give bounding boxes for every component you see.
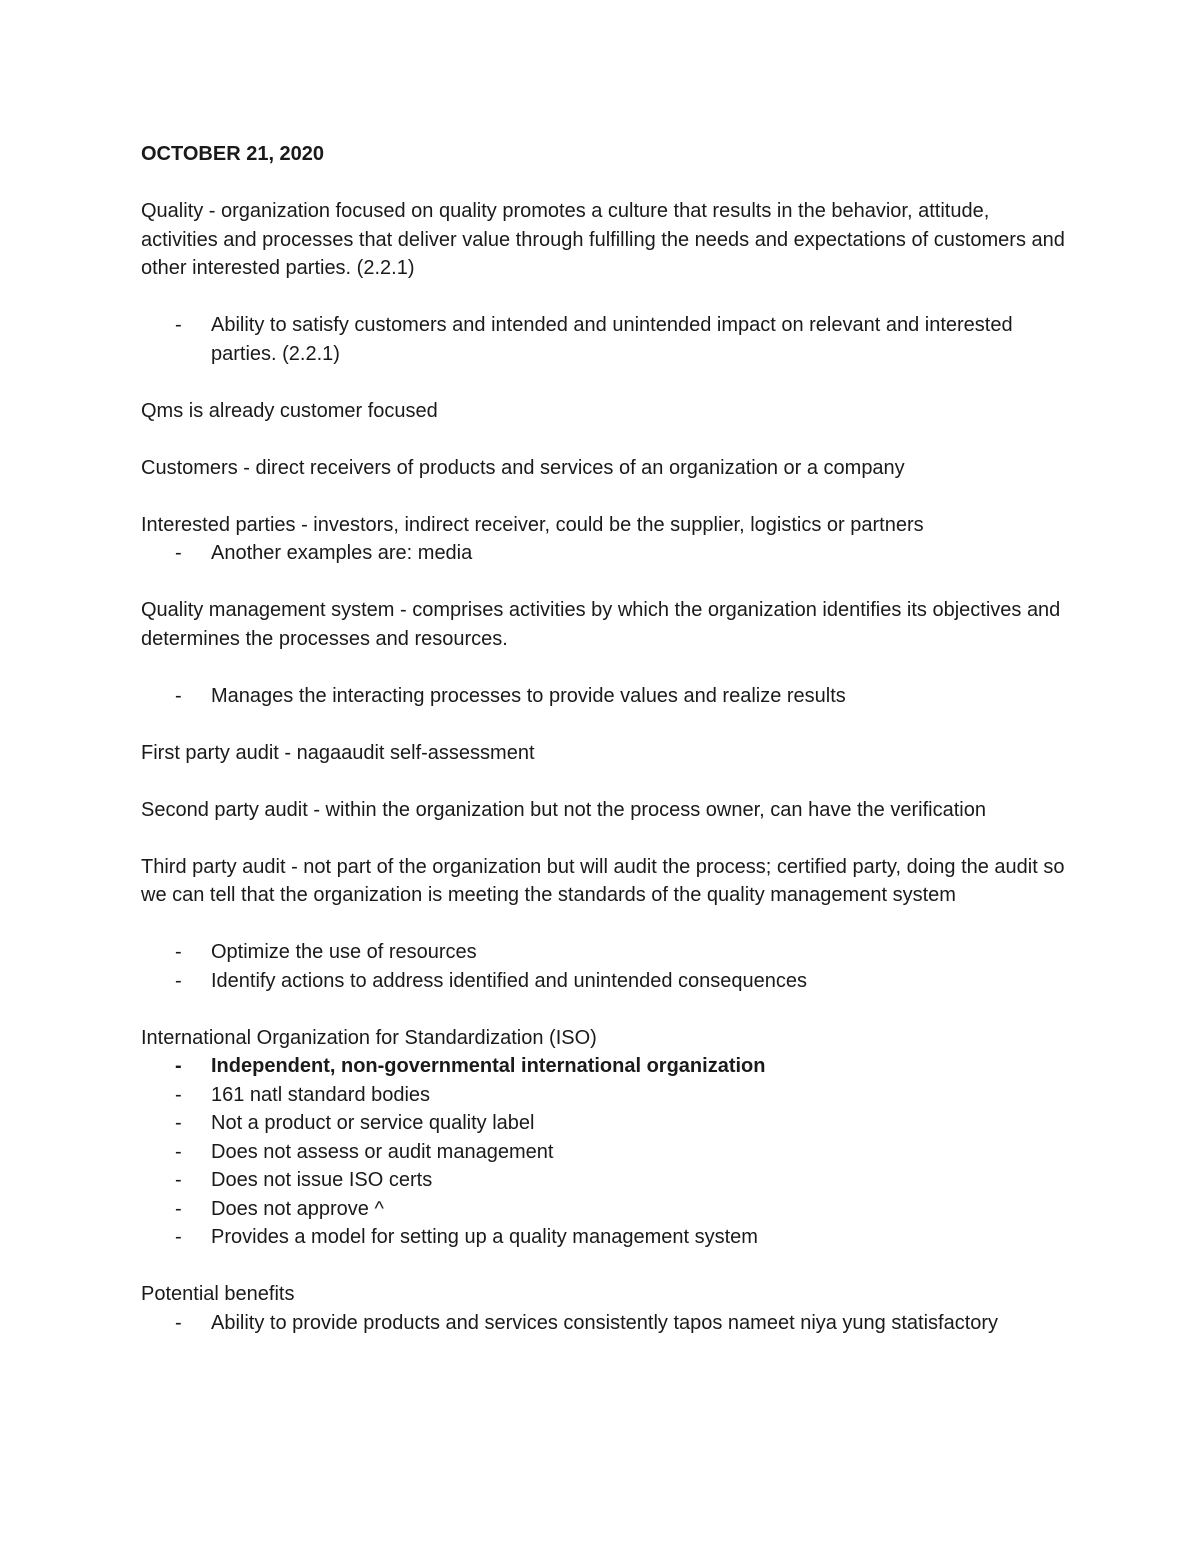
list-item: - Does not approve ^ [141, 1195, 1071, 1224]
list-item: - Independent, non-governmental international organization [141, 1052, 1071, 1081]
list-item: - Identify actions to address identified and unintended consequences [141, 967, 1071, 996]
paragraph-quality: Quality - organization focused on quality promotes a culture that results in the behavior, attitude, activities and processes that deliver value through fulfilling the needs and expectations of customers and other interested parties. (2.2.1) [141, 200, 1065, 279]
paragraph-customers: Customers - direct receivers of products and services of an organization or a company [141, 456, 905, 479]
dash-bullet: - [175, 1140, 182, 1163]
dash-bullet: - [175, 941, 182, 963]
dash-bullet: - [175, 1197, 182, 1220]
paragraph-first-party-audit: First party audit - nagaaudit self-assessment [141, 741, 535, 764]
list-item: - Another examples are: media [141, 539, 1071, 568]
paragraph-qms-definition: Quality management system - comprises activities by which the organization identifies its objectives and determines the processes and resources. [141, 599, 1061, 650]
paragraph-iso: International Organization for Standardization (ISO) [141, 1026, 597, 1049]
list-item: - Provides a model for setting up a quality management system [141, 1223, 1071, 1252]
list-item: - Does not issue ISO certs [141, 1166, 1071, 1195]
dash-bullet: - [175, 1112, 182, 1134]
paragraph-second-party-audit: Second party audit - within the organization but not the process owner, can have the verification [141, 798, 986, 821]
list-item: - Ability to provide products and services consistently tapos nameet niya yung statisfactory [141, 1309, 1071, 1338]
list-item: - Manages the interacting processes to provide values and realize results [141, 682, 1071, 711]
third-party-bullet-list [141, 938, 1071, 995]
interested-bullet-list [141, 539, 1071, 568]
dash-bullet: - [175, 542, 182, 564]
document-body [141, 140, 1071, 1337]
iso-bullet-list [141, 1052, 1071, 1252]
list-item: - Does not assess or audit management [141, 1138, 1071, 1167]
dash-bullet: - [175, 1083, 182, 1106]
date-heading: OCTOBER 21, 2020 [141, 143, 325, 165]
dash-bullet: - [175, 684, 182, 707]
dash-bullet: - [175, 969, 182, 992]
paragraph-qms: Qms is already customer focused [141, 399, 438, 422]
paragraph-potential-benefits: Potential benefits [141, 1283, 295, 1305]
dash-bullet: - [175, 1169, 182, 1191]
benefits-bullet-list [141, 1309, 1071, 1338]
dash-bullet: - [175, 1311, 182, 1334]
list-item: - Ability to satisfy customers and intended and unintended impact on relevant and interested parties. (2.2.1) [141, 311, 1071, 368]
paragraph-third-party-audit: Third party audit - not part of the organization but will audit the process; certified party, doing the audit so we can tell that the organization is meeting the standards of the quality management system [141, 855, 1065, 906]
list-item: - 161 natl standard bodies [141, 1081, 1071, 1110]
dash-bullet: - [175, 1226, 182, 1248]
paragraph-interested-parties: Interested parties - investors, indirect receiver, could be the supplier, logistics or partners [141, 513, 924, 536]
list-item: - Optimize the use of resources [141, 938, 1071, 967]
qms-bullet-list [141, 682, 1071, 711]
list-item: - Not a product or service quality label [141, 1109, 1071, 1138]
dash-bullet: - [175, 314, 182, 336]
quality-bullet-list [141, 311, 1071, 368]
dash-bullet: - [175, 1055, 182, 1077]
